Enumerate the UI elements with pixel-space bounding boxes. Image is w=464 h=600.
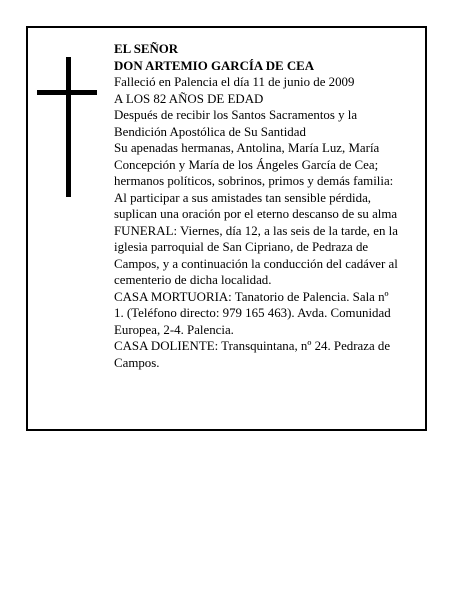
mortuary-line: CASA MORTUORIA: Tanatorio de Palencia. Sala nº [114, 289, 389, 304]
notice-title: EL SEÑOR [114, 42, 179, 56]
family-line: hermanos políticos, sobrinos, primos y demás familia: [114, 174, 394, 188]
mourning-house-line: Campos. [114, 355, 160, 370]
age-line: A LOS 82 AÑOS DE EDAD [114, 91, 264, 106]
cross-icon [37, 57, 97, 197]
cross-horizontal-bar [37, 90, 97, 95]
death-details: Falleció en Palencia el día 11 de junio de 2009 [114, 75, 355, 89]
sacraments-line: Bendición Apostólica de Su Santidad [114, 124, 306, 139]
mortuary-line: Europea, 2-4. Palencia. [114, 322, 234, 337]
funeral-line: cementerio de dicha localidad. [114, 273, 272, 287]
mourning-house-line: CASA DOLIENTE: Transquintana, nº 24. Pedraza de [114, 339, 391, 353]
funeral-line: Campos, y a continuación la conducción del cadáver al [114, 256, 398, 271]
obituary-notice [26, 26, 427, 431]
funeral-line: iglesia parroquial de San Cipriano, de Pedraza de [114, 240, 369, 254]
cross-vertical-bar [66, 57, 71, 197]
family-line: Su apenadas hermanas, Antolina, María Luz, María [114, 141, 380, 155]
obituary-text [114, 41, 420, 371]
mortuary-line: 1. (Teléfono directo: 979 165 463). Avda. Comunidad [114, 306, 391, 320]
request-line: Al participar a sus amistades tan sensible pérdida, [114, 190, 372, 205]
request-line: suplican una oración por el eterno descanso de su alma [114, 207, 398, 221]
sacraments-line: Después de recibir los Santos Sacramentos y la [114, 108, 358, 122]
funeral-line: FUNERAL: Viernes, día 12, a las seis de la tarde, en la [114, 223, 398, 238]
deceased-name: DON ARTEMIO GARCÍA DE CEA [114, 58, 315, 73]
family-line: Concepción y María de los Ángeles García de Cea; [114, 157, 379, 172]
